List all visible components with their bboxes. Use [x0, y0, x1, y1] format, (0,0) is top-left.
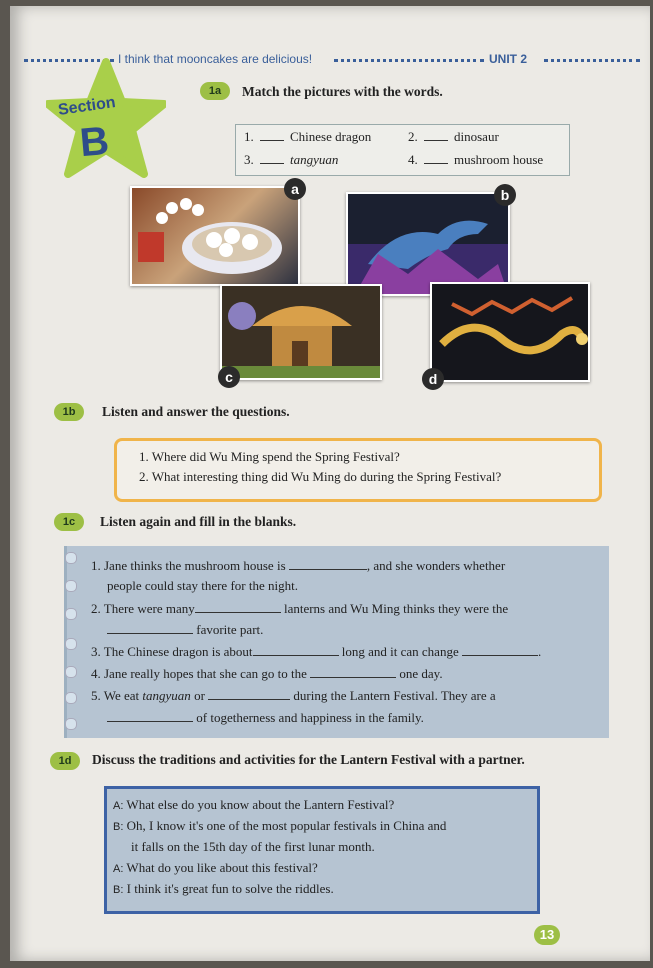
- photo-label-d: d: [422, 368, 444, 390]
- answer-blank[interactable]: [260, 163, 284, 164]
- sentence-text: , and she wonders whether: [366, 558, 506, 573]
- answer-blank[interactable]: [310, 667, 396, 678]
- question-2: 2. What interesting thing did Wu Ming do during the Spring Festival?: [139, 469, 502, 484]
- header-dots-middle: [334, 59, 484, 62]
- unit-label: UNIT 2: [489, 52, 528, 66]
- match-item-number: 1.: [244, 129, 254, 144]
- sentence-text: 2. There were many: [91, 601, 195, 616]
- dialog-line: [113, 818, 446, 834]
- match-item-word: dinosaur: [454, 129, 499, 144]
- sentence-text: one day.: [399, 666, 443, 681]
- fill-sentence-5-cont: [107, 710, 424, 726]
- sentence-text: favorite part.: [196, 622, 264, 637]
- photo-label-b: b: [494, 184, 516, 206]
- dialog-text: Oh, I know it's one of the most popular festivals in China and: [126, 818, 447, 833]
- fill-sentence-3: [91, 644, 541, 660]
- margin-hole: [65, 692, 77, 704]
- dialog-text: What else do you know about the Lantern Festival?: [126, 797, 395, 812]
- textbook-page: [10, 6, 650, 961]
- sentence-text: lanterns and Wu Ming thinks they were the: [283, 601, 509, 616]
- fill-sentence-1: [91, 558, 505, 574]
- photo-tangyuan: [130, 186, 300, 286]
- photo-label-a: a: [284, 178, 306, 200]
- fill-sentence-2: [91, 601, 508, 617]
- match-item-word: mushroom house: [454, 152, 544, 167]
- task-1a-instruction: Match the pictures with the words.: [242, 84, 443, 99]
- answer-blank[interactable]: [107, 711, 193, 722]
- task-1b-badge: 1b: [54, 403, 84, 421]
- section-label: Section: [57, 94, 117, 119]
- fill-sentence-1-cont: people could stay there for the night.: [107, 578, 298, 593]
- speaker-label: B:: [113, 821, 124, 833]
- sentence-text: during the Lantern Festival. They are a: [293, 688, 496, 703]
- answer-blank[interactable]: [195, 602, 281, 613]
- tangyuan-image: [132, 188, 298, 284]
- margin-hole: [65, 718, 77, 730]
- question-box: [114, 438, 602, 502]
- header-title: I think that mooncakes are delicious!: [118, 52, 313, 66]
- dinosaur-lantern-image: [348, 194, 508, 294]
- match-item-word: Chinese dragon: [290, 129, 372, 144]
- sentence-text: 5. We eat: [91, 688, 140, 703]
- task-1d-badge: 1d: [50, 752, 80, 770]
- answer-blank[interactable]: [208, 689, 290, 700]
- margin-hole: [65, 580, 77, 592]
- match-item-number: 3.: [244, 152, 254, 167]
- match-item: [408, 152, 543, 168]
- match-item-number: 2.: [408, 129, 418, 144]
- match-item-word: tangyuan: [290, 152, 339, 167]
- dialog-text: it falls on the 15th day of the first lunar month.: [131, 839, 375, 854]
- match-word-box: [235, 124, 570, 176]
- task-1c-badge: 1c: [54, 513, 84, 531]
- fill-sentence-4: [91, 666, 443, 682]
- sentence-text-italic: tangyuan: [142, 688, 191, 703]
- match-item-number: 4.: [408, 152, 418, 167]
- photo-chinese-dragon: [430, 282, 590, 382]
- dialog-line: [131, 839, 375, 855]
- match-item: [244, 129, 371, 145]
- task-1a-badge: 1a: [200, 82, 230, 100]
- fill-sentence-2-cont: [107, 622, 263, 638]
- speaker-label: A:: [113, 800, 124, 812]
- sentence-text: .: [537, 644, 542, 659]
- margin-hole: [65, 608, 77, 620]
- photo-mushroom-house: [220, 284, 382, 380]
- sentence-text: long and it can change: [341, 644, 459, 659]
- question-1: 1. Where did Wu Ming spend the Spring Festival?: [139, 449, 400, 464]
- answer-blank[interactable]: [107, 623, 193, 634]
- margin-hole: [65, 638, 77, 650]
- task-1b-instruction: Listen and answer the questions.: [102, 404, 290, 419]
- dialog-text: What do you like about this festival?: [126, 860, 318, 875]
- dialog-box: [104, 786, 540, 914]
- answer-blank[interactable]: [424, 163, 448, 164]
- speaker-label: B:: [113, 884, 124, 896]
- photo-dinosaur: [346, 192, 510, 296]
- sentence-text: 3. The Chinese dragon is about: [91, 644, 253, 659]
- page-number: 13: [534, 925, 560, 945]
- fill-sentence-5: [91, 688, 496, 704]
- header-dots-right: [544, 59, 640, 62]
- answer-blank[interactable]: [289, 559, 367, 570]
- answer-blank[interactable]: [253, 645, 339, 656]
- task-1d-instruction: Discuss the traditions and activities for the Lantern Festival with a partner.: [92, 752, 525, 767]
- sentence-text: 1. Jane thinks the mushroom house is: [91, 558, 286, 573]
- chinese-dragon-lantern-image: [432, 284, 588, 380]
- speaker-label: A:: [113, 863, 124, 875]
- sentence-text: 4. Jane really hopes that she can go to the: [91, 666, 307, 681]
- section-letter: B: [78, 118, 111, 166]
- match-item: [408, 129, 499, 145]
- sentence-text: of togetherness and happiness in the family.: [196, 710, 424, 725]
- dialog-line: [113, 797, 394, 813]
- task-1c-instruction: Listen again and fill in the blanks.: [100, 514, 297, 529]
- sentence-text: or: [194, 688, 205, 703]
- match-item: [244, 152, 338, 168]
- dialog-text: I think it's great fun to solve the riddles.: [126, 881, 334, 896]
- margin-hole: [65, 552, 77, 564]
- dialog-line: [113, 881, 334, 897]
- fill-in-blanks-box: [64, 546, 609, 738]
- answer-blank[interactable]: [260, 140, 284, 141]
- photo-label-c: c: [218, 366, 240, 388]
- dialog-line: [113, 860, 318, 876]
- mushroom-house-image: [222, 286, 380, 378]
- answer-blank[interactable]: [462, 645, 538, 656]
- answer-blank[interactable]: [424, 140, 448, 141]
- margin-hole: [65, 666, 77, 678]
